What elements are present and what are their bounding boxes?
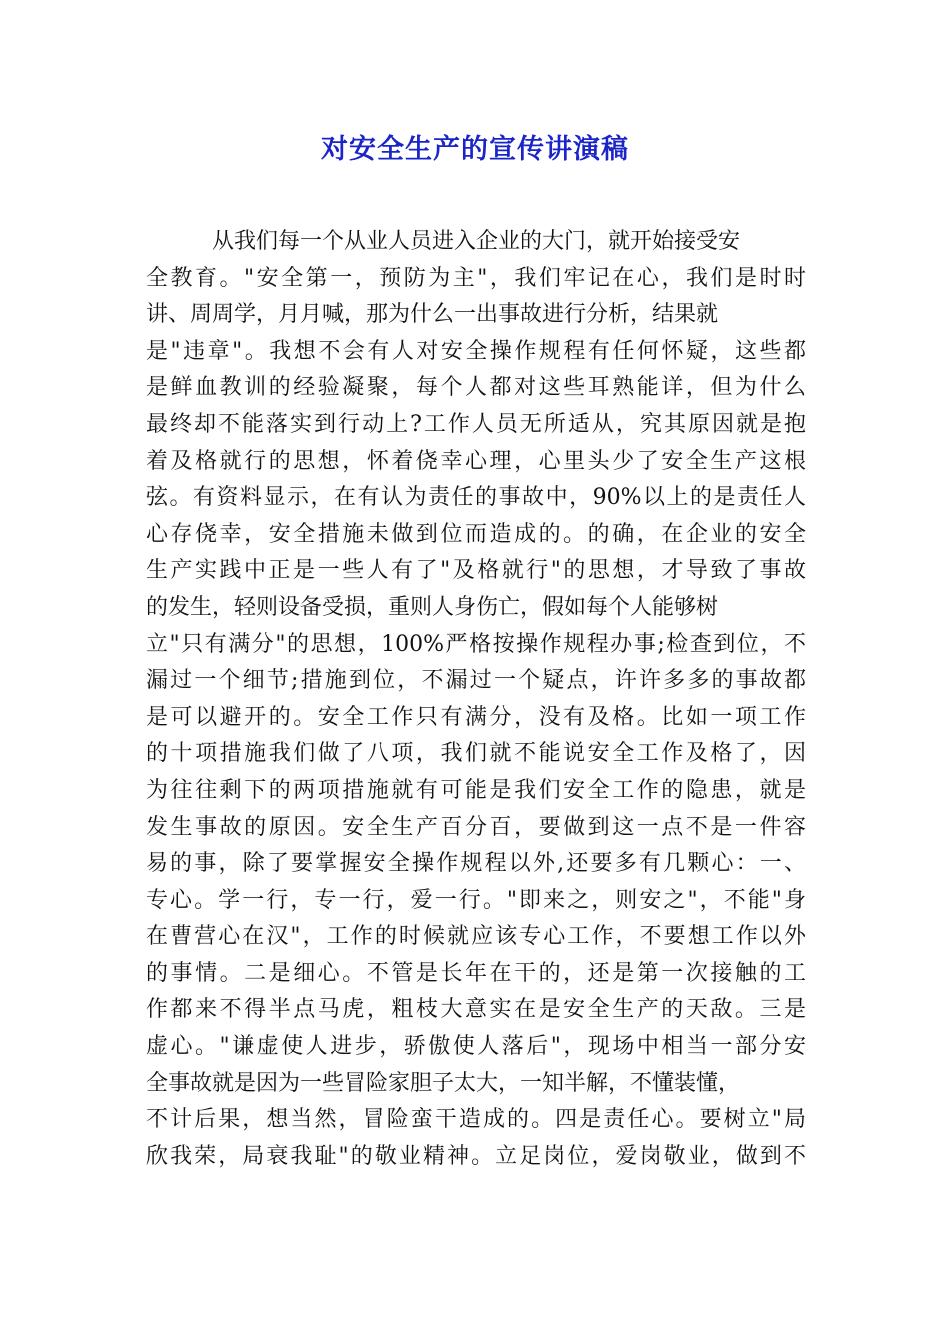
body-line: 弦。有资料显示，在有认为责任的事故中，90%以上的是责任人 [146,485,806,511]
document-body [146,224,806,1175]
body-line: 讲、周周学，月月喊，那为什么一出事故进行分析，结果就 [146,302,719,328]
body-line: 立"只有满分"的思想，100%严格按操作规程办事;检查到位，不 [146,631,806,657]
document-title: 对安全生产的宣传讲演稿 [321,134,629,165]
body-line: 最终却不能落实到行动上?工作人员无所适从，究其原因就是抱 [146,411,806,437]
body-line: 在曹营心在汉"，工作的时候就应该专心工作，不要想工作以外 [146,924,806,950]
body-line: 为往往剩下的两项措施就有可能是我们安全工作的隐患，就是 [146,777,806,803]
body-line: 漏过一个细节;措施到位，不漏过一个疑点，许许多多的事故都 [146,668,806,694]
body-line: 生产实践中正是一些人有了"及格就行"的思想，才导致了事故 [146,558,806,584]
body-line: 是可以避开的。安全工作只有满分，没有及格。比如一项工作 [146,704,806,730]
body-line: 虚心。"谦虚使人进步，骄傲使人落后"，现场中相当一部分安 [146,1034,806,1060]
body-line: 的事情。二是细心。不管是长年在干的，还是第一次接触的工 [146,960,806,986]
body-line: 作都来不得半点马虎，粗枝大意实在是安全生产的天敌。三是 [146,997,806,1023]
body-line: 专心。学一行，专一行，爱一行。"即来之，则安之"，不能"身 [146,887,806,913]
body-line: 发生事故的原因。安全生产百分百，要做到这一点不是一件容 [146,814,806,840]
body-line: 心存侥幸，安全措施未做到位而造成的。的确，在企业的安全 [146,521,806,547]
body-line: 着及格就行的思想，怀着侥幸心理，心里头少了安全生产这根 [146,448,806,474]
body-line: 易的事，除了要掌握安全操作规程以外,还要多有几颗心：一、 [146,851,806,877]
body-line: 是"违章"。我想不会有人对安全操作规程有任何怀疑，这些都 [146,338,806,364]
body-line: 的发生，轻则设备受损，重则人身伤亡，假如每个人能够树 [146,594,719,620]
body-line: 全事故就是因为一些冒险家胆子太大，一知半解，不懂装懂， [146,1070,741,1096]
body-line: 从我们每一个从业人员进入企业的大门，就开始接受安 [212,229,741,254]
body-line: 全教育。"安全第一，预防为主"，我们牢记在心，我们是时时 [146,265,806,291]
body-line: 的十项措施我们做了八项，我们就不能说安全工作及格了，因 [146,741,806,767]
body-line: 不计后果，想当然，冒险蛮干造成的。四是责任心。要树立"局 [146,1107,806,1133]
body-line: 欣我荣，局衰我耻"的敬业精神。立足岗位，爱岗敬业，做到不 [146,1143,806,1169]
body-line: 是鲜血教训的经验凝聚，每个人都对这些耳熟能详，但为什么 [146,375,806,401]
